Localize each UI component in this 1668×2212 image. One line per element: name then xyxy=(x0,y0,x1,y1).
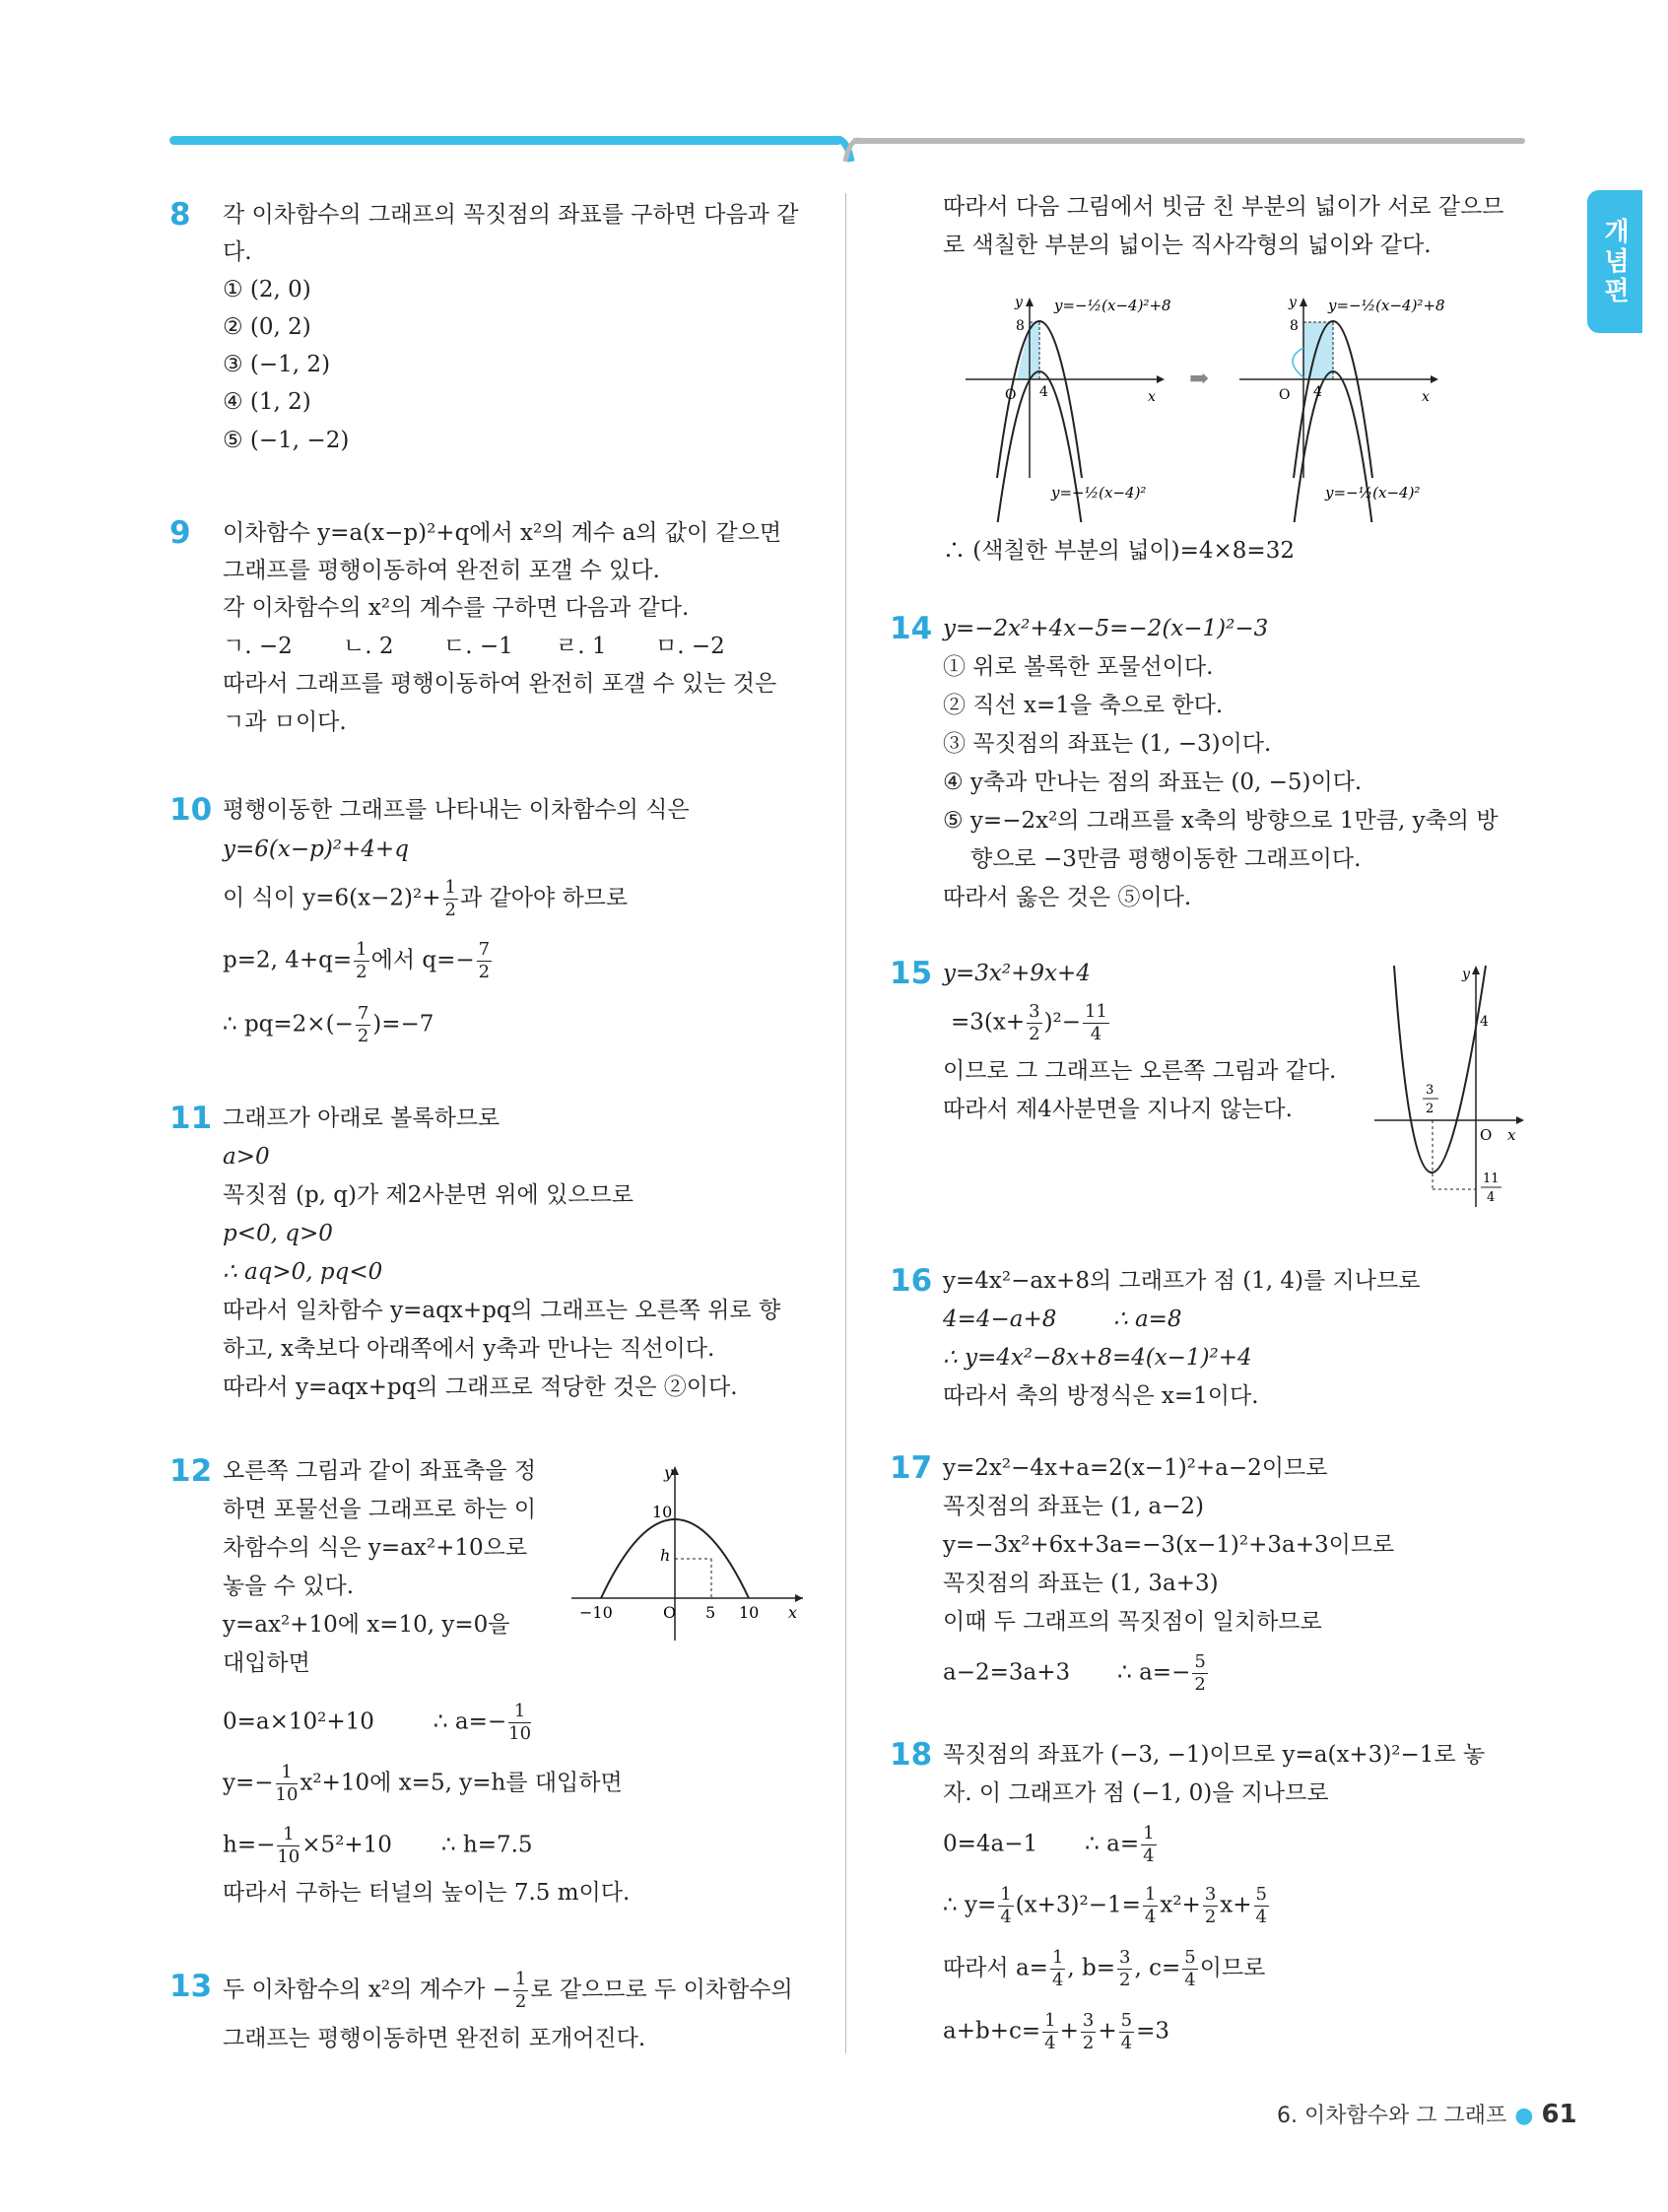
equation: a−2=3a+3 ∴ a=− $\frac{5}{2}$ xyxy=(943,1651,1206,1695)
tick-label: 10 xyxy=(652,1503,673,1521)
tick-label: 10 xyxy=(739,1603,760,1622)
list-item: ① (2, 0) xyxy=(223,277,311,302)
text-line: 놓을 수 있다. xyxy=(223,1574,355,1599)
text-line: 하면 포물선을 그래프로 하는 이 xyxy=(223,1497,537,1522)
text-line: 꼭짓점의 좌표는 (1, a−2) xyxy=(943,1494,1204,1519)
tick-label: 4 xyxy=(1487,1190,1496,1205)
equation: ∴ y= $\frac{1}{4}$ (x+3)²−1= $\frac{1}{4}$ x²+ $\frac{3}{2}$ x+ $\frac{5}{4}$ xyxy=(943,1884,1267,1927)
list-item: ④ (1, 2) xyxy=(223,389,311,415)
equation: ∴ a=8 xyxy=(1113,1307,1182,1332)
equation: y=6(x−p)²+4+q xyxy=(223,837,409,862)
list-item: ㄱ. −2 xyxy=(223,634,293,659)
axis-label-x: x xyxy=(1148,389,1156,405)
problem-number: 15 xyxy=(890,956,933,991)
text-line: 각 이차함수의 그래프의 꼭짓점의 좌표를 구하면 다음과 같 xyxy=(223,202,799,228)
axis-label-y: y xyxy=(664,1463,674,1482)
text-line: 자. 이 그래프가 점 (−1, 0)을 지나므로 xyxy=(943,1780,1329,1806)
text-line: 따라서 구하는 터널의 높이는 7.5 m이다. xyxy=(223,1880,631,1906)
origin-label: O xyxy=(1480,1126,1493,1144)
equation: ∴ y=4x²−8x+8=4(x−1)²+4 xyxy=(943,1345,1252,1371)
equation: p=2, 4+q= $\frac{1}{2}$ 에서 q=− $\frac{7}{2}$ xyxy=(223,939,491,982)
equation: =3(x+ $\frac{3}{2}$ )²− $\frac{11}{4}$ xyxy=(951,1001,1107,1044)
text-line: 따라서 축의 방정식은 x=1이다. xyxy=(943,1383,1259,1409)
equation: ∴ pq=2×(− $\frac{7}{2}$ )=−7 xyxy=(223,1003,434,1046)
problem-number: 12 xyxy=(169,1453,213,1489)
equation: 0=a×10²+10 ∴ a=− $\frac{1}{10}$ xyxy=(223,1701,532,1744)
text-line: 꼭짓점 (p, q)가 제2사분면 위에 있으므로 xyxy=(223,1182,634,1208)
equation: y=2x²−4x+a=2(x−1)²+a−2이므로 xyxy=(943,1455,1328,1481)
text-line: 다. xyxy=(223,239,252,265)
equation: a>0 xyxy=(223,1144,270,1170)
problem-number: 8 xyxy=(169,197,191,233)
text-line: ㄱ과 ㅁ이다. xyxy=(223,709,347,735)
header-bar-right xyxy=(853,138,1525,144)
text-line: 평행이동한 그래프를 나타내는 이차함수의 식은 xyxy=(223,797,690,823)
result-line: ∴ (색칠한 부분의 넓이)=4×8=32 xyxy=(943,538,1295,564)
tunnel-parabola-figure xyxy=(562,1458,808,1645)
text-line: y=4x²−ax+8의 그래프가 점 (1, 4)를 지나므로 xyxy=(943,1268,1421,1294)
origin-label: O xyxy=(663,1603,677,1622)
origin-label: O xyxy=(1279,387,1291,403)
text-line: 대입하면 xyxy=(223,1650,310,1676)
list-item: ㄹ. 1 xyxy=(556,634,607,659)
equation: y=−3x²+6x+3a=−3(x−1)²+3a+3이므로 xyxy=(943,1532,1395,1558)
problem-number: 11 xyxy=(169,1101,213,1136)
text-line: 하고, x축보다 아래쪽에서 y축과 만나는 직선이다. xyxy=(223,1336,715,1362)
shaded-rectangle xyxy=(1303,322,1333,379)
list-item: ㅁ. −2 xyxy=(655,634,725,659)
text-line: 로 색칠한 부분의 넓이는 직사각형의 넓이와 같다. xyxy=(943,233,1432,258)
origin-label: O xyxy=(1005,387,1017,403)
text-line: 그래프를 평행이동하여 완전히 포갤 수 있다. xyxy=(223,558,660,583)
curve-label: y=−½(x−4)² xyxy=(1051,484,1147,502)
equation: ∴ aq>0, pq<0 xyxy=(223,1259,383,1285)
text-line: 따라서 옳은 것은 ⑤이다. xyxy=(943,885,1192,910)
move-arc xyxy=(1293,348,1303,377)
problem-number: 10 xyxy=(169,792,213,828)
tick-label: h xyxy=(660,1546,671,1565)
list-item: ② (0, 2) xyxy=(223,314,311,340)
tick-label: 4 xyxy=(1039,384,1048,400)
text-line: 따라서 제4사분면을 지나지 않는다. xyxy=(943,1097,1293,1122)
curve-label: y=−½(x−4)²+8 xyxy=(1054,297,1171,314)
parabola-area-figure xyxy=(961,281,1463,522)
text-line: 그래프가 아래로 볼록하므로 xyxy=(223,1106,500,1131)
axis-label-y: y xyxy=(1289,295,1297,310)
chapter-title: 6. 이차함수와 그 그래프 xyxy=(1277,2104,1507,2128)
tick-label: 4 xyxy=(1480,1014,1489,1030)
equation: 0=4a−1 ∴ a= $\frac{1}{4}$ xyxy=(943,1823,1155,1866)
x-axis-arrow xyxy=(795,1594,803,1602)
list-item: ㄴ. 2 xyxy=(343,634,394,659)
bullet-icon: ● xyxy=(1514,2104,1534,2128)
curve-label: y=−½(x−4)² xyxy=(1325,484,1421,502)
tick-label: 11 xyxy=(1483,1172,1500,1186)
text-line: 이므로 그 그래프는 오른쪽 그림과 같다. xyxy=(943,1058,1337,1084)
equation: y=− $\frac{1}{10}$ x²+10에 x=5, y=h를 대입하면 xyxy=(223,1762,623,1805)
list-item: ③ (−1, 2) xyxy=(223,352,331,377)
tick-label: 3 xyxy=(1426,1083,1434,1098)
problem-number: 14 xyxy=(890,611,933,646)
text-line: 따라서 그래프를 평행이동하여 완전히 포갤 수 있는 것은 xyxy=(223,671,777,697)
equation: h=− $\frac{1}{10}$ ×5²+10 ∴ h=7.5 xyxy=(223,1824,533,1867)
equation: 이 식이 y=6(x−2)²+ $\frac{1}{2}$ 과 같아야 하므로 xyxy=(223,877,629,920)
list-item: ⑤ y=−2x²의 그래프를 x축의 방향으로 1만큼, y축의 방 xyxy=(943,808,1499,834)
graph-before xyxy=(966,295,1171,522)
problem-number: 13 xyxy=(169,1969,213,2004)
axis-label-x: x xyxy=(1422,389,1430,405)
equation: 4=4−a+8 xyxy=(943,1307,1057,1332)
curve-label: y=−½(x−4)²+8 xyxy=(1328,297,1445,314)
tick-label: 2 xyxy=(1426,1102,1434,1116)
list-item: ① 위로 볼록한 포물선이다. xyxy=(943,654,1214,680)
text-line: 향으로 −3만큼 평행이동한 그래프이다. xyxy=(970,846,1362,872)
parabola-curve xyxy=(1394,966,1486,1173)
text-line: 꼭짓점의 좌표는 (1, 3a+3) xyxy=(943,1571,1219,1596)
axis-label-y: y xyxy=(1462,967,1470,982)
text-line: 이차함수 y=a(x−p)²+q에서 x²의 계수 a의 값이 같으면 xyxy=(223,520,782,546)
list-item: ③ 꼭짓점의 좌표는 (1, −3)이다. xyxy=(943,731,1272,757)
list-item: ㄷ. −1 xyxy=(443,634,513,659)
page-number: 61 xyxy=(1541,2100,1577,2129)
equation: a+b+c= $\frac{1}{4}$ + $\frac{3}{2}$ + $\frac{5}{4}$ =3 xyxy=(943,2010,1169,2053)
text-line: 따라서 일차함수 y=aqx+pq의 그래프는 오른쪽 위로 향 xyxy=(223,1298,781,1323)
problem-number: 18 xyxy=(890,1737,933,1773)
equation: p<0, q>0 xyxy=(223,1221,333,1246)
problem-number: 17 xyxy=(890,1450,933,1486)
tick-label: 4 xyxy=(1313,384,1322,400)
text-line: 따라서 y=aqx+pq의 그래프로 적당한 것은 ②이다. xyxy=(223,1374,738,1400)
tick-label: 8 xyxy=(1016,318,1025,334)
equation: y=ax²+10에 x=10, y=0을 xyxy=(223,1612,510,1638)
header-bar-left xyxy=(169,136,839,145)
equation: y=3x²+9x+4 xyxy=(943,961,1091,986)
problem-number: 16 xyxy=(890,1263,933,1299)
axis-label-y: y xyxy=(1015,295,1023,310)
text-line: 각 이차함수의 x²의 계수를 구하면 다음과 같다. xyxy=(223,595,690,621)
text-line: 이때 두 그래프의 꼭짓점이 일치하므로 xyxy=(943,1609,1322,1635)
equation: 두 이차함수의 x²의 계수가 − $\frac{1}{2}$ 로 같으므로 두 이차함수의 xyxy=(223,1969,793,2012)
tick-label: −10 xyxy=(579,1603,613,1622)
text-line: 따라서 다음 그림에서 빗금 친 부분의 넓이가 서로 같으므 xyxy=(943,194,1504,220)
text-line: 그래프는 평행이동하면 완전히 포개어진다. xyxy=(223,2026,646,2051)
problem-number: 9 xyxy=(169,515,191,551)
tick-label: 8 xyxy=(1290,318,1299,334)
axis-label-x: x xyxy=(788,1603,798,1622)
parabola-15-figure xyxy=(1369,961,1527,1217)
page-footer xyxy=(1277,2099,1577,2129)
column-divider xyxy=(845,193,846,2053)
text-line: 오른쪽 그림과 같이 좌표축을 정 xyxy=(223,1458,537,1484)
list-item: ④ y축과 만나는 점의 좌표는 (0, −5)이다. xyxy=(943,770,1363,795)
axis-label-x: x xyxy=(1507,1126,1516,1144)
tick-label: 5 xyxy=(705,1603,716,1622)
equation: y=−2x²+4x−5=−2(x−1)²−3 xyxy=(943,616,1269,641)
text-line: 꼭짓점의 좌표가 (−3, −1)이므로 y=a(x+3)²−1로 놓 xyxy=(943,1742,1486,1768)
header-bar-notch xyxy=(834,136,859,164)
equation: 따라서 a= $\frac{1}{4}$ , b= $\frac{3}{2}$ , c= $\frac{5}{4}$ 이므로 xyxy=(943,1947,1266,1990)
side-tab: 개념편 xyxy=(1587,190,1642,333)
graph-after xyxy=(1239,295,1445,522)
list-item: ② 직선 x=1을 축으로 한다. xyxy=(943,693,1224,718)
right-arrow-icon: ➡ xyxy=(1189,365,1210,392)
list-item: ⑤ (−1, −2) xyxy=(223,428,350,453)
text-line: 차함수의 식은 y=ax²+10으로 xyxy=(223,1535,528,1561)
